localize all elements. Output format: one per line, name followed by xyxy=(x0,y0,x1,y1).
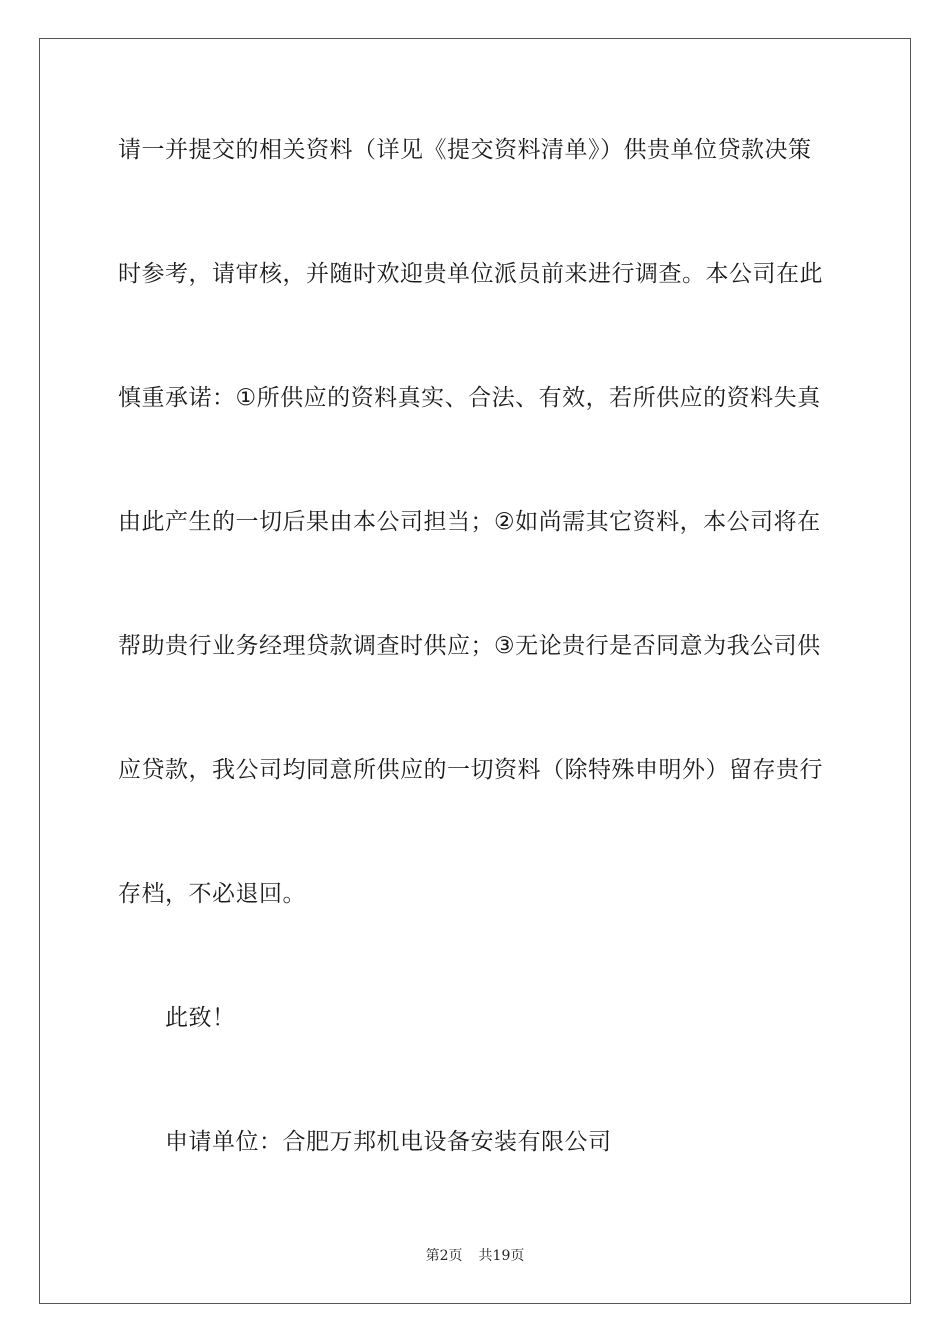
page-number: 第2页 xyxy=(425,1248,463,1264)
paragraph-line-3: 慎重承诺：①所供应的资料真实、合法、有效，若所供应的资料失真 xyxy=(118,385,821,411)
closing-salutation: 此致！ xyxy=(165,1005,236,1031)
paragraph-line-5: 帮助贵行业务经理贷款调查时供应；③无论贵行是否同意为我公司供 xyxy=(118,633,821,659)
paragraph-line-1: 请一并提交的相关资料（详见《提交资料清单》）供贵单位贷款决策 xyxy=(118,137,812,163)
paragraph-line-4: 由此产生的一切后果由本公司担当；②如尚需其它资料，本公司将在 xyxy=(118,509,821,535)
page-total: 共19页 xyxy=(478,1248,525,1264)
paragraph-line-7: 存档，不必退回。 xyxy=(118,881,306,907)
paragraph-line-6: 应贷款，我公司均同意所供应的一切资料（除特殊申明外）留存贵行 xyxy=(118,757,823,783)
paragraph-line-2: 时参考，请审核，并随时欢迎贵单位派员前来进行调查。本公司在此 xyxy=(118,261,823,287)
page-footer xyxy=(0,1245,950,1265)
page-border xyxy=(39,38,911,1304)
applicant-line: 申请单位：合肥万邦机电设备安装有限公司 xyxy=(165,1129,612,1155)
